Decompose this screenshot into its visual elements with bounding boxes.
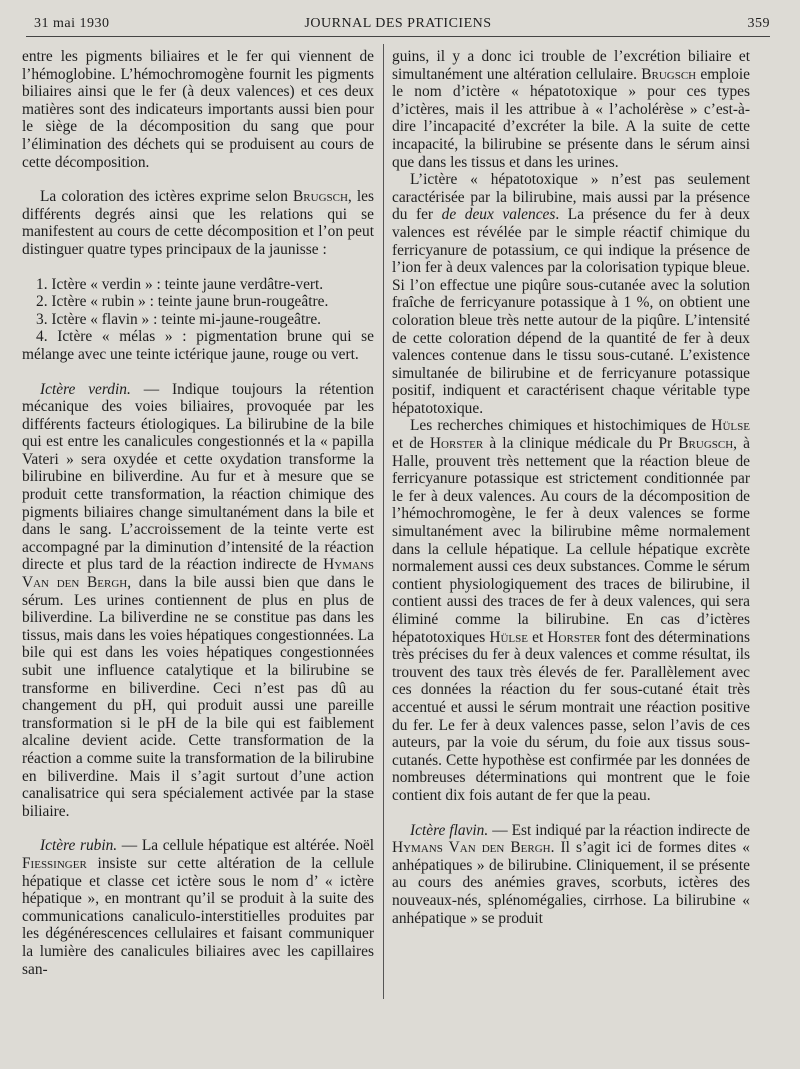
author-name: Brugsch — [678, 435, 734, 453]
paragraph-ictere-rubin — [22, 837, 374, 978]
text-run: et — [527, 628, 548, 646]
header-date: 31 mai 1930 — [34, 16, 110, 31]
text-run: . La présence du fer à deux valences est révélée par le simple réactif chimique du ferricyanure de potassium, ce qui indique la présence de l’ion fer à deux valences par la colorisation typique bleue. Si l’on effectue une piqûre sous-cutanée avec la solution fraîche de ferricyanure potassique à 1 %, on obtient une coloration bleue très nette autour de la piqûre. L’intensité de cette coloration dépend de la quantité de fer à deux valences contenue dans le tissu sous-cutané. L’existence simultanée de bilirubine et de ferricyanure potassique positif, indiquent et caractérisent chaque véritable type hépatotoxique. — [392, 206, 750, 417]
paragraph-ictere-verdin — [22, 381, 374, 821]
author-name: Fiessinger — [22, 854, 87, 872]
column-divider — [383, 44, 384, 999]
text-run: à la clinique médicale du Pr — [483, 435, 679, 453]
text-run: — Indique toujours la rétention mécanique des voies biliaires, provoquée par les différents facteurs étiologiques. La bilirubine de la bile qui est entre les canalicules congestionnés et la « papilla Vateri » sera oxydée et cette oxydation transforme la bilirubine en biliverdine. Au fur et à mesure que se produit cette transformation, la réaction chimique des pigments biliaires change simultanément dans la bile et dans le sang. L’accroissement de la teinte verte est accompagné par la diminution d’intensité de la réaction directe et plus tard de la réaction indirecte de — [22, 380, 374, 574]
header-page-number: 359 — [747, 16, 770, 31]
text-run: , les différents degrés ainsi que les relations qui se manifestent au cours de cette décomposition et l’on peut distinguer quatre types principaux de la jaunisse : — [22, 188, 374, 258]
author-name: Hymans Van den Bergh — [22, 556, 374, 592]
text-run: et de — [392, 435, 430, 453]
paragraph-ictere-flavin — [392, 822, 750, 928]
text-run: font des déterminations très précises du fer à deux valences et comme résultat, ils trouvent des taux très élevés de fer. Parallèlement avec ces données la réaction du fer sous-cutané était très accentué et aussi le sérum montrait une réaction positive du fer. Le fer à deux valences passe, selon l’avis de ces auteurs, par la voie du sérum, du foie aux tissus sous-cutanés. Cette hypothèse est confirmée par les données de nombreuses déterminations qui montrent que le foie contient dix fois autant de fer que la peau. — [392, 628, 750, 804]
author-name: Brugsch — [641, 65, 697, 83]
text-run: La coloration des ictères exprime selon — [40, 188, 294, 206]
right-column — [392, 48, 750, 927]
author-name: Horster — [547, 628, 601, 646]
text-run: emploie le nom d’ictère « hépatotoxique » pour ces types d’ictères, mais il les attribue à « l’acholérèse » c’est-à-dire l’incapacité d’excréter la bile. A la suite de cette incapacité, la bilirubine se présente dans le sérum ainsi que dans les tissus et dans les urines. — [392, 65, 750, 171]
section-title: Ictère verdin. — [40, 380, 131, 398]
author-name: Hülse — [489, 628, 528, 646]
text-run: L’ictère « hépatotoxique » n’est pas seulement caractérisée par la bilirubine, mais aussi par la présence du fer — [392, 171, 750, 224]
paragraph-pigments: entre les pigments biliaires et le fer qui viennent de l’hémoglobine. L’hémochromogène fournit les pigments biliaires ainsi que le fer (à deux valences) et ces deux matières sont des indicateurs importants aussi bien pour le siège de la décomposition du sang que pour l’élimination des déchets qui se produisent au cours de cette décomposition. — [22, 48, 374, 171]
list-item: 4. Ictère « mélas » : pigmentation brune qui se mélange avec une teinte ictérique jaune, rouge ou vert. — [22, 328, 374, 363]
emphasis: de deux valences — [441, 206, 556, 224]
text-run: Les recherches chimiques et histochimiques de — [410, 417, 712, 435]
author-name: Hymans Van den Bergh — [392, 839, 551, 857]
author-name: Horster — [429, 435, 484, 453]
paragraph-coloration — [22, 188, 374, 258]
author-name: Hülse — [711, 417, 750, 435]
paragraph-hepatotoxique — [392, 171, 750, 417]
paragraph-excretion — [392, 48, 750, 171]
section-title: Ictère rubin. — [40, 837, 118, 855]
text-run: . Il s’agit ici de formes dites « anhépatiques » de bilirubine. Cliniquement, il se présente au cours des anémies graves, scorbuts, ictères des nouveaux-nés, splénomégalies, cirrhose. La bilirubine « anhépatique » se produit — [392, 839, 750, 927]
author-name: Brugsch — [293, 188, 348, 206]
list-item: 3. Ictère « flavin » : teinte mi-jaune-rougeâtre. — [36, 310, 322, 328]
section-title: Ictère flavin. — [410, 821, 489, 839]
text-run: — Est indiqué par la réaction indirecte de — [488, 821, 751, 839]
list-item: 2. Ictère « rubin » : teinte jaune brun-rougeâtre. — [36, 293, 329, 311]
text-run: , dans la bile aussi bien que dans le sérum. Les urines contiennent de plus en plus de biliverdine. La biliverdine ne se constitue pas dans les tissus, mais dans les voies hépatiques congestionnées. La bile qui est dans les voies hépatiques congestionnées subit une influence catalytique et la bilirubine se transforme en biliverdine. Ceci n’est pas dû au changement du pH, qui produit aussi une pareille transformation si le pH de la bile qui est faiblement alcaline devient acide. Cette transformation de la réaction a comme suite la transformation de la bilirubine en biliverdine. Mais il s’agit surtout d’une action canalisatrice qui sera spécialement activée par la stase biliaire. — [22, 574, 374, 820]
text-run: insiste sur cette altération de la cellule hépatique et classe cet ictère sous le nom d’ « ictère hépatique », en montrant qu’il se produit à la suite des communications canaliculo-interstitielles produites par les dégénérescences cellulaires et faisant communiquer la lumière des canalicules biliaires avec les capillaires san- — [22, 854, 374, 978]
page-header — [26, 14, 770, 37]
paragraph-recherches — [392, 417, 750, 804]
text-run: guins, il y a donc ici trouble de l’excrétion biliaire et simultanément une altération cellulaire. — [392, 48, 750, 83]
text-run: — La cellule hépatique est altérée. Noël — [117, 837, 374, 855]
left-column — [22, 48, 374, 978]
header-journal-title: JOURNAL DES PRATICIENS — [304, 16, 492, 31]
text-run: , à Halle, prouvent très nettement que la réaction bleue de ferricyanure potassique est strictement conditionnée par le fer à deux valences. Au cours de la décomposition de l’hémochromogène, le fer à deux valences se forme simultanément avec la bilirubine même normalement dans la cellule hépatique. La cellule hépatique excrète normalement aussi ces deux substances. Comme le sérum contient physiologiquement des traces de bilirubine, il contient aussi des traces de fer à deux valences, qui sera éliminé comme la bilirubine. En cas d’ictères hépatotoxiques — [392, 435, 750, 646]
list-item: 1. Ictère « verdin » : teinte jaune verdâtre-vert. — [36, 275, 324, 293]
